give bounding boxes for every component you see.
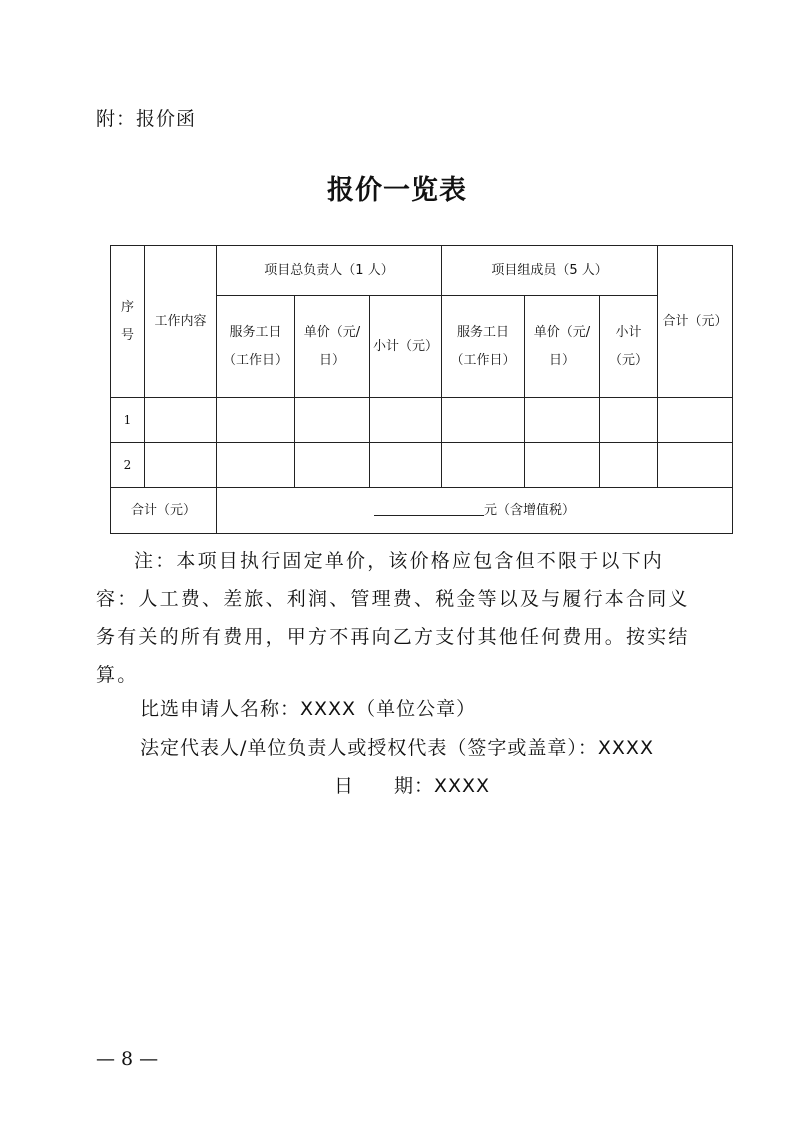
total-row [111,488,733,534]
header-project-lead: 项目总负责人（1 人） [217,246,442,296]
signature-date: 日 期：XXXX [334,775,491,797]
amount-blank[interactable] [374,501,484,516]
page-number: — 8 — [96,1048,159,1070]
quote-table [110,245,733,534]
member-subtotal: 小计 （元） [600,296,658,398]
member-unit-price: 单价（元/ 日） [525,296,600,398]
page-title: 报价一览表 [327,175,467,206]
table-row [111,398,733,443]
member-service-days: 服务工日 （工作日） [442,296,525,398]
row-index: 2 [111,443,145,488]
row-index: 1 [111,398,145,443]
header-index: 序号 [111,246,145,398]
lead-subtotal: 小计（元） [370,296,442,398]
note-paragraph: 注：本项目执行固定单价，该价格应包含但不限于以下内容：人工费、差旅、利润、管理费、税金等以及与履行本合同义务有关的所有费用，甲方不再向乙方支付其他任何费用。按实结算。 [96,550,690,686]
header-project-members: 项目组成员（5 人） [442,246,658,296]
header-work-content: 工作内容 [145,246,217,398]
lead-unit-price: 单价（元/ 日） [295,296,370,398]
footer-total-value[interactable]: 元（含增值税） [217,488,733,534]
representative-signature: 法定代表人/单位负责人或授权代表（签字或盖章）：XXXX [140,737,654,759]
applicant-name: 比选申请人名称：XXXX（单位公章） [140,698,477,720]
footer-total-label: 合计（元） [111,488,217,534]
attachment-label: 附：报价函 [96,108,197,130]
lead-service-days: 服务工日 （工作日） [217,296,295,398]
table-row [111,443,733,488]
header-total: 合计（元） [658,246,733,398]
